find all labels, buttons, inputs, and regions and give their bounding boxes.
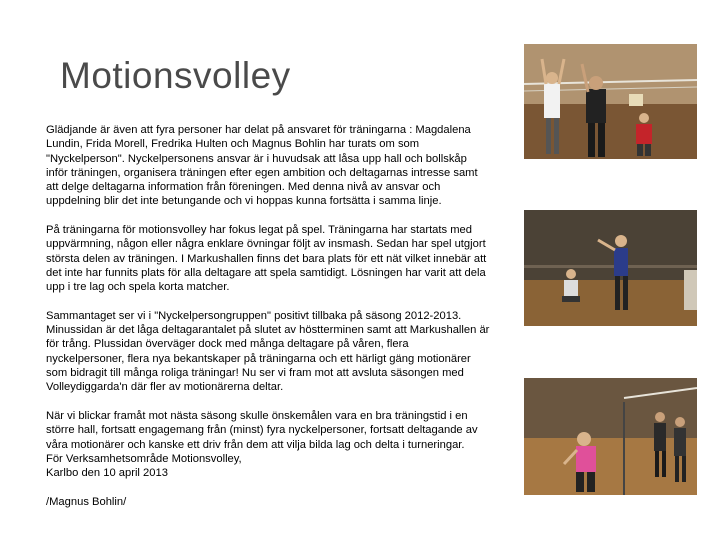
paragraph-nyckelpersoner: Glädjande är även att fyra personer har delat på ansvaret för träningarna : Magdalena Lundin, Frida Morell, Fredrika Hulten och Magnus Bohlin har turats om som "Nyckelperson". Nyckelpersonens ansvar är i huvudsak att låsa upp hall och bollskåp inför träningen, organisera träningen efter egen ambition och deltagarnas intresse samt att delge deltagarna information från föreningen. Med denna nivå av ansvar och uppdelning blir det inte betungande och vi hoppas kunna fortsätta i samma linje. bbox=[46, 124, 478, 208]
photo-volleyball-net bbox=[524, 44, 697, 159]
slide-title: Motionsvolley bbox=[60, 55, 291, 96]
photo-volleyball-serve bbox=[524, 210, 697, 326]
paragraph-sammantaget: Sammantaget ser vi i "Nyckelpersongruppen" positivt tillbaka på säsong 2012-2013. Minussidan är det låga deltagarantalet på slutet av höstterminen samt att Markushallen är för trång. Plussidan överväger dock med många deltagare på våren, flera nyckelpersoner, flera nya bekantskaper på träningarna och ett härligt gäng motionärer som bidragit till många roliga träningar! Nu ser vi fram mot att avsluta säsongen med Volleydiggarda'n där fler av motionärerna deltar. bbox=[46, 309, 490, 394]
paragraph-traningarna: På träningarna för motionsvolley har fokus legat på spel. Träningarna har startats med uppvärmning, någon eller några enklare övningar följt av insmash. Sedan har spel utgjort största delen av träningen. I Markushallen finns det bara plats för ett nät vilket innebär att det inte har funnits plats för alla deltagare att spela samtidigt. Lösningen har varit att dela upp i tre lag och spela korta matcher. bbox=[46, 224, 487, 294]
photo-volleyball-game bbox=[524, 378, 697, 495]
paragraph-signature: /Magnus Bohlin/ bbox=[46, 495, 127, 508]
paragraph-framat: När vi blickar framåt mot nästa säsong skulle önskemålen vara en bra träningstid i en större hall, fortsatt engagemang från (minst) fyra nyckelpersoner, fortsatt deltagande av våra motionärer och kanske ett driv från dem att vilja bilda lag och delta i turneringar. För Verksamhetsområde Motionsvolley, Karlbo den 10 april 2013 bbox=[46, 409, 478, 480]
slide-body-text bbox=[46, 123, 526, 523]
